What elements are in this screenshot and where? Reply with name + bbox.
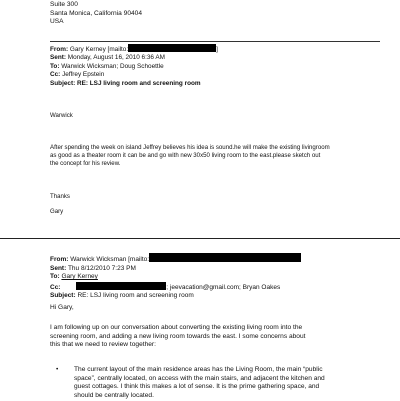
- redaction-box: [128, 44, 216, 52]
- email1-signature: Gary: [50, 208, 64, 215]
- to-value: Warwick Wicksman; Doug Schoettle: [61, 62, 164, 70]
- sent-label: Sent:: [50, 264, 67, 272]
- bullet-line: The current layout of the main residence areas has the Living Room, the main “public: [74, 366, 323, 373]
- cc-value: Jeffrey Epstein: [62, 71, 105, 79]
- email1-greeting: Warwick: [50, 112, 73, 119]
- from-value: Warwick Wicksman [mailto:: [70, 256, 150, 263]
- from-label: From:: [50, 256, 69, 263]
- header-divider: [50, 41, 380, 42]
- bullet-line: guest cottages. I think this makes a lot of sense. It is the prime gathering space, and: [74, 383, 320, 391]
- page-separator: [0, 238, 400, 239]
- email2-greeting: Hi Gary,: [50, 304, 74, 311]
- email2-para-line: this that we need to review together:: [50, 341, 156, 349]
- cc-label: Cc:: [50, 283, 61, 291]
- to-label: To:: [50, 62, 60, 70]
- email1-header: [50, 44, 218, 88]
- bullet-text: [74, 366, 364, 401]
- email2-subject-row: [50, 292, 301, 301]
- from-close: ]: [216, 46, 218, 53]
- email2-paragraph: [50, 324, 360, 350]
- subject-value: RE: LSJ living room and screening room: [77, 292, 194, 300]
- address-line-1: Suite 300: [50, 1, 78, 8]
- redaction-box: [149, 253, 301, 262]
- subject-label: Subject:: [50, 79, 76, 87]
- email1-from-row: [50, 44, 218, 54]
- email-page-bottom: [0, 242, 400, 400]
- cc-label: Cc:: [50, 71, 61, 79]
- sent-value: Monday, August 16, 2010 6:36 AM: [67, 54, 165, 62]
- bullet-line: space”, centrally located, on access with the main stairs, and adjacent the kitchen and: [74, 374, 325, 382]
- email2-header: [50, 253, 301, 301]
- to-label: To:: [50, 273, 60, 281]
- cc-value: ; jeevacation@gmail.com; Bryan Oakes: [166, 283, 281, 291]
- address-line-2: Santa Monica, California 90404: [50, 9, 143, 17]
- email1-thanks: Thanks: [50, 193, 70, 200]
- email2-cc-row: [50, 282, 301, 293]
- redaction-box: [76, 282, 166, 290]
- sent-value: Thu 8/12/2010 7:23 PM: [67, 264, 136, 272]
- address-block: [50, 1, 142, 27]
- to-value: Gary Kerney: [61, 273, 98, 281]
- email1-subject-row: [50, 80, 218, 88]
- email2-from-row: [50, 253, 301, 265]
- email2-sent-row: [50, 265, 301, 274]
- address-line-3: USA: [50, 18, 64, 26]
- email1-body-line: the concept for his review.: [50, 160, 121, 168]
- email1-cc-row: [50, 71, 218, 79]
- from-label: From:: [50, 46, 69, 53]
- from-value: Gary Kerney [mailto:: [69, 46, 129, 53]
- subject-label: Subject:: [50, 292, 76, 300]
- email2-para-line: I am following up on our conversation about converting the existing living room into the: [50, 324, 303, 331]
- email1-body: [50, 144, 330, 169]
- email1-sent-row: [50, 54, 218, 62]
- bullet-icon: •: [56, 366, 59, 373]
- subject-value: RE: LSJ living room and screening room: [77, 79, 201, 87]
- email1-body-line: After spending the week on island Jeffrey believes his idea is sound.he will make the existing livingroom: [50, 144, 330, 151]
- email1-to-row: [50, 63, 218, 71]
- bullet-line: should be centrally located.: [74, 392, 154, 400]
- email2-para-line: screening room, and adding a new living room towards the east. I some concerns about: [50, 332, 306, 340]
- email2-to-row: [50, 273, 301, 282]
- email1-body-line: as good as a theater room it can be and go with new 30x50 living room to the east.please sketch out: [50, 152, 321, 160]
- sent-label: Sent:: [50, 54, 66, 62]
